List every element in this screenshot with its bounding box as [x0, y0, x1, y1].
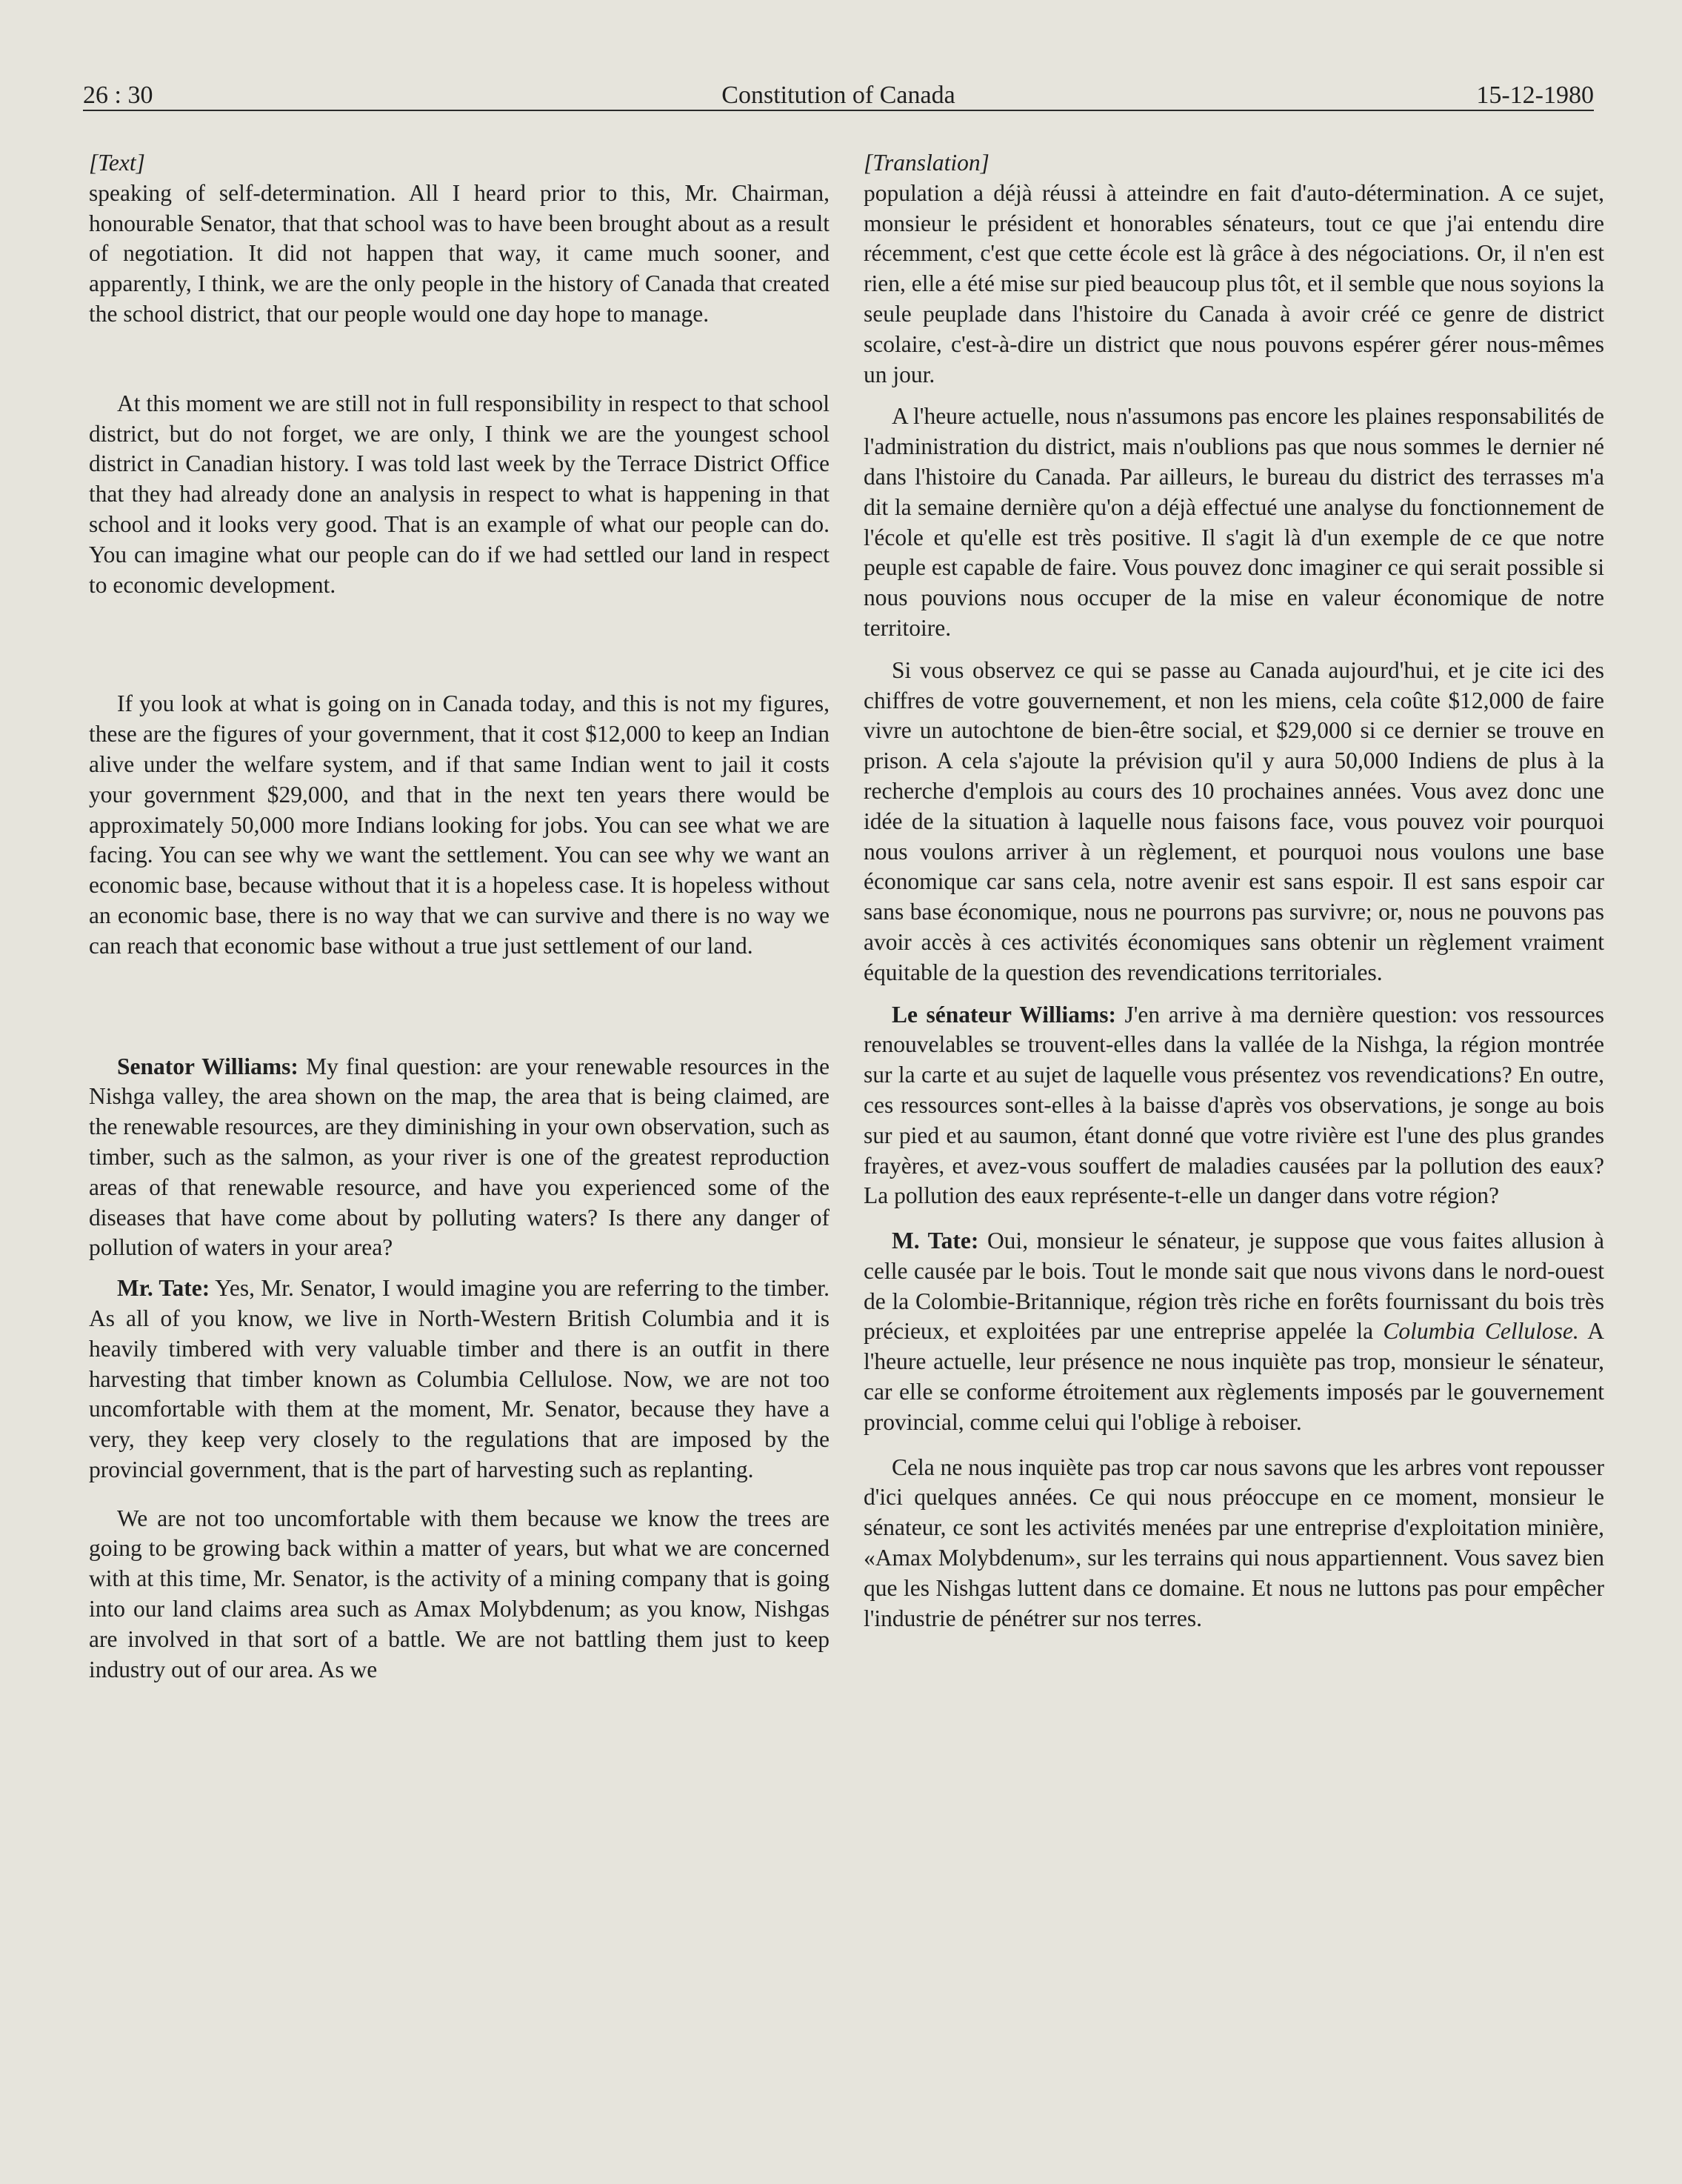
english-paragraph-4: Senator Williams: My final question: are your renewable resources in the Nishga valley, the area shown on the map, the area that is being claimed, are the renewable resources, are they diminishing in your own observation, such as timber, such as the salmon, as your river is one of the greatest reproduction areas of that renewable resource, and have you experienced some of the diseases that have come about by polluting waters? Is there any danger of pollution of waters in your area? [89, 1053, 830, 1261]
french-paragraph-2: A l'heure actuelle, nous n'assumons pas encore les plaines responsabilités de l'administration du district, mais n'oublions pas que nous sommes le dernier né dans l'histoire du Canada. Par ailleurs, le bureau du district des terrasses m'a dit la semaine dernière qu'on a déjà effectué une analyse du fonctionnement de l'école et qu'elle est très positive. Il s'agit là d'un exemple de ce que notre peuple est capable de faire. Vous pouvez donc imaginer ce qui serait possible si nous pouvions nous occuper de la mise en valeur économique de notre territoire. [864, 403, 1604, 641]
english-column [89, 148, 830, 1685]
issue-date: 15-12-1980 [1476, 81, 1594, 109]
speaker-le-senateur-williams: Le sénateur Williams: [892, 1001, 1116, 1028]
english-paragraph-6: We are not too uncomfortable with them because we know the trees are going to be growing back within a matter of years, but what we are concerned with at this time, Mr. Senator, is the activity of a mining company that is going into our land claims area such as Amax Molybdenum; as you know, Nishgas are involved in that sort of a battle. We are not battling them just to keep industry out of our area. As we [89, 1505, 830, 1682]
french-paragraph-5: M. Tate: Oui, monsieur le sénateur, je suppose que vous faites allusion à celle causée par le bois. Tout le monde sait que nous vivons dans le nord-ouest de la Colombie-Britannique, région très riche en forêts fournissant du bois très précieux, et exploitées par une entreprise appelée la Columbia Cellulose. A l'heure actuelle, leur présence ne nous inquiète pas trop, monsieur le sénateur, car elle se conforme étroitement aux règlements imposés par le gouvernement provincial, comme celui qui l'oblige à reboiser. [864, 1228, 1605, 1435]
french-paragraph-1: population a déjà réussi à atteindre en fait d'auto-détermination. A ce sujet, monsieur le président et honorables sénateurs, tout ce que j'ai entendu dire récemment, c'est que cette école est là grâce à des négociations. Or, il n'en est rien, elle a été mise sur pied beaucoup plus tôt, et il semble que nous soyions la seule peuplade dans l'histoire du Canada à avoir créé ce genre de district scolaire, c'est-à-dire un district que nous pouvons espérer gérer nous-mêmes un jour. [864, 179, 1604, 387]
english-paragraph-5: Mr. Tate: Yes, Mr. Senator, I would imagine you are referring to the timber. As all of you know, we live in North-Western British Columbia and it is heavily timbered with very valuable timber and there is an outfit in there harvesting that timber known as Columbia Cellulose. Now, we are not too uncomfortable with them at the moment, Mr. Senator, because they have a very, they keep very closely to the regulations that are imposed by the provincial government, that is the part of harvesting such as replanting. [89, 1275, 830, 1482]
french-paragraph-4: Le sénateur Williams: J'en arrive à ma dernière question: vos ressources renouvelables se trouvent-elles dans la vallée de la Nishga, la région montrée sur la carte et au sujet de laquelle vous présentez vos revendications? En outre, ces ressources sont-elles à la baisse d'après vos observations, je songe au bois sur pied et au saumon, étant donné que votre rivière est l'une des plus grandes frayères, et avez-vous souffert de maladies causées par la pollution des eaux? La pollution des eaux représente-t-elle un danger dans votre région? [864, 1001, 1604, 1209]
company-name: Columbia Cellulose. [1383, 1318, 1579, 1345]
french-paragraph-3: Si vous observez ce qui se passe au Canada aujourd'hui, et je cite ici des chiffres de votre gouvernement, et non les miens, cela coûte $12,000 de faire vivre un autochtone de bien-être social, et $29,000 si ce dernier se trouve en prison. A cela s'ajoute la prévision qu'il y aura 50,000 Indiens de plus à la recherche d'emplois au cours des 10 prochaines années. Vous avez donc une idée de la situation à laquelle nous faisons face, vous pouvez voir pourquoi nous voulons arriver à un règlement, et pourquoi nous voulons une base économique car sans cela, notre avenir est sans espoir. Il est sans espoir car sans base économique, nous ne pourrons pas survivre; or, nous ne pouvons pas avoir accès à ces activités économiques sans obtenir un règlement vraiment équitable de la question des revendications territoriales. [864, 656, 1604, 985]
page-number: 26 : 30 [83, 81, 153, 109]
column-label-text: [Text] [89, 150, 145, 176]
publication-title: Constitution of Canada [721, 81, 955, 109]
french-column [864, 148, 1604, 1634]
column-label-translation: [Translation] [864, 150, 989, 176]
speaker-senator-williams: Senator Williams: [117, 1053, 298, 1079]
english-paragraph-2: At this moment we are still not in full responsibility in respect to that school district, but do not forget, we are only, I think we are the youngest school district in Canadian history. I was told last week by the Terrace District Office that they had already done an analysis in respect to what is happening in that school and it looks very good. That is an example of what our people can do. You can imagine what our people can do if we had settled our land in respect to economic development. [89, 390, 830, 598]
speaker-m-tate: M. Tate: [892, 1228, 979, 1254]
english-paragraph-3: If you look at what is going on in Canada today, and this is not my figures, these are the figures of your government, that it cost $12,000 to keep an Indian alive under the welfare system, and if that same Indian went to jail it costs your government $29,000, and that in the next ten years there would be approximately 50,000 more Indians looking for jobs. You can see what we are facing. You can see why we want the settlement. You can see why we want an economic base, because without that it is a hopeless case. It is hopeless without an economic base, there is no way that we can survive and there is no way we can reach that economic base without a true just settlement of our land. [89, 690, 830, 959]
running-header [83, 73, 1594, 110]
french-paragraph-6: Cela ne nous inquiète pas trop car nous savons que les arbres vont repousser d'ici quelques années. Ce qui nous préoccupe en ce moment, monsieur le sénateur, ce sont les activités menées par une entreprise d'exploitation minière, «Amax Molybdenum», sur les terrains qui nous appartiennent. Vous savez bien que les Nishgas luttent dans ce domaine. Et nous ne luttons pas pour empêcher l'industrie de pénétrer sur nos terres. [864, 1454, 1604, 1631]
speaker-mr-tate: Mr. Tate: [117, 1275, 210, 1302]
header-rule [83, 110, 1594, 111]
english-paragraph-1: speaking of self-determination. All I heard prior to this, Mr. Chairman, honourable Senator, that that school was to have been brought about as a result of negotiation. It did not happen that way, it came much sooner, and apparently, I think, we are the only people in the history of Canada that created the school district, that our people would one day hope to manage. [89, 179, 830, 327]
